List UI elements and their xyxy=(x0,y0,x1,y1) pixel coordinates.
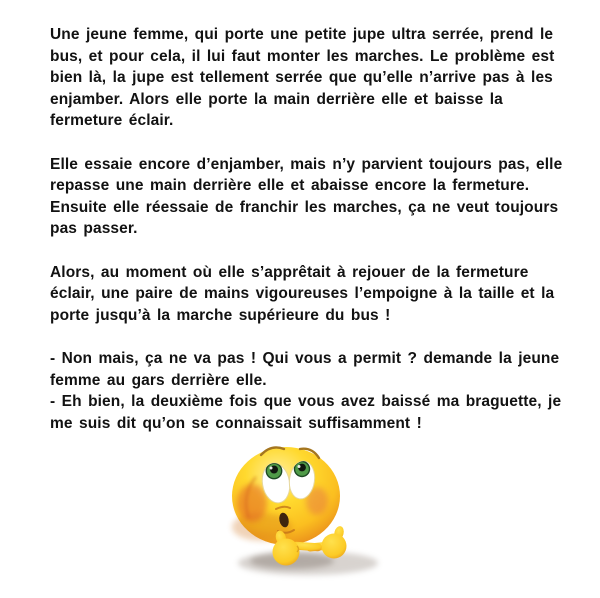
joke-paragraph-1 xyxy=(50,24,595,132)
smiley-svg xyxy=(200,435,460,595)
joke-line: porte jusqu’à la marche supérieure du bus ! xyxy=(50,306,391,324)
joke-line: enjamber. Alors elle porte la main derrière elle et baisse la xyxy=(50,90,503,108)
joke-line: repasse une main derrière elle et abaisse encore la fermeture. xyxy=(50,177,530,194)
joke-line: Une jeune femme, qui porte une petite jupe ultra serrée, prend le xyxy=(50,26,554,43)
joke-line: - Eh bien, la deuxième fois que vous avez baissé ma braguette, je xyxy=(50,393,562,410)
joke-line: bien là, la jupe est tellement serrée que qu’elle n’arrive pas à les xyxy=(50,69,553,86)
joke-line: Alors, au moment où elle s’apprêtait à rejouer de la fermeture xyxy=(50,263,529,281)
joke-line: bus, et pour cela, il lui faut monter les marches. Le problème est xyxy=(50,47,555,65)
joke-paragraph-4 xyxy=(50,348,595,434)
joke-line: femme au gars derrière elle. xyxy=(50,371,267,389)
ground-shadow xyxy=(238,551,378,575)
joke-line: me suis dit qu’on se connaissait suffisamment ! xyxy=(50,414,422,432)
joke-line: fermeture éclair. xyxy=(50,112,174,129)
joke-text xyxy=(50,24,595,456)
joke-line: - Non mais, ça ne va pas ! Qui vous a permit ? demande la jeune xyxy=(50,350,560,367)
joke-paragraph-3 xyxy=(50,262,595,327)
joke-line: Elle essaie encore d’enjamber, mais n’y parvient toujours pas, elle xyxy=(50,155,563,173)
joke-line: Ensuite elle réessaie de franchir les marches, ça ne veut toujours xyxy=(50,198,559,216)
joke-paragraph-2 xyxy=(50,154,595,240)
joke-line: éclair, une paire de mains vigoureuses l’empoigne à la taille et la xyxy=(50,285,555,302)
left-blush xyxy=(237,484,267,522)
shy-whistling-smiley-icon xyxy=(200,435,460,595)
joke-line: pas passer. xyxy=(50,220,138,237)
